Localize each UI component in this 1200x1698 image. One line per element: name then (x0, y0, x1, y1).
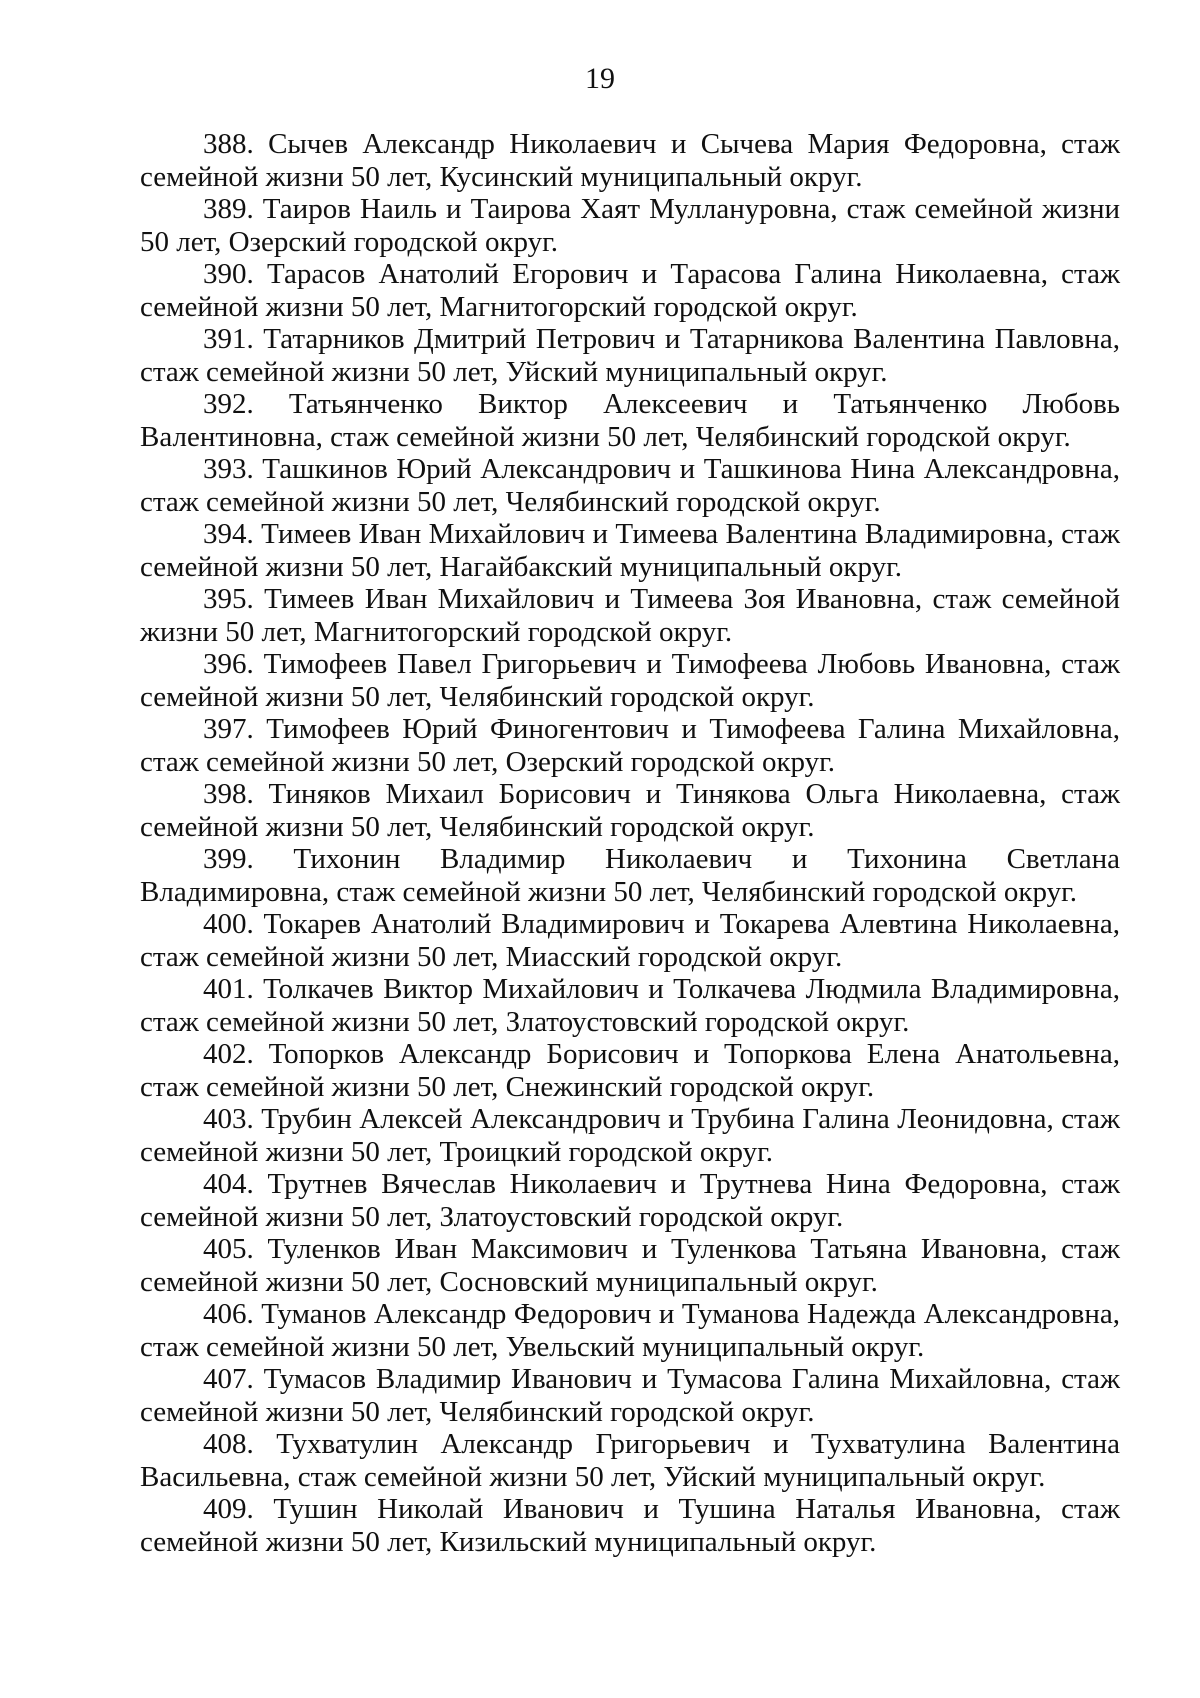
list-item: 396. Тимофеев Павел Григорьевич и Тимофеева Любовь Ивановна, стаж семейной жизни 50 лет, Челябинский городской округ. (140, 648, 1120, 713)
list-item: 402. Топорков Александр Борисович и Топоркова Елена Анатольевна, стаж семейной жизни 50 лет, Снежинский городской округ. (140, 1038, 1120, 1103)
list-item: 388. Сычев Александр Николаевич и Сычева Мария Федоровна, стаж семейной жизни 50 лет, Кусинский муниципальный округ. (140, 128, 1120, 193)
list-item: 390. Тарасов Анатолий Егорович и Тарасова Галина Николаевна, стаж семейной жизни 50 лет, Магнитогорский городской округ. (140, 258, 1120, 323)
list-item: 403. Трубин Алексей Александрович и Трубина Галина Леонидовна, стаж семейной жизни 50 лет, Троицкий городской округ. (140, 1103, 1120, 1168)
list-item: 408. Тухватулин Александр Григорьевич и Тухватулина Валентина Васильевна, стаж семейной жизни 50 лет, Уйский муниципальный округ. (140, 1428, 1120, 1493)
list-item: 392. Татьянченко Виктор Алексеевич и Татьянченко Любовь Валентиновна, стаж семейной жизни 50 лет, Челябинский городской округ. (140, 388, 1120, 453)
list-item: 405. Туленков Иван Максимович и Туленкова Татьяна Ивановна, стаж семейной жизни 50 лет, Сосновский муниципальный округ. (140, 1233, 1120, 1298)
entries-list (140, 128, 1120, 1558)
list-item: 399. Тихонин Владимир Николаевич и Тихонина Светлана Владимировна, стаж семейной жизни 50 лет, Челябинский городской округ. (140, 843, 1120, 908)
list-item: 406. Туманов Александр Федорович и Туманова Надежда Александровна, стаж семейной жизни 50 лет, Увельский муниципальный округ. (140, 1298, 1120, 1363)
list-item: 394. Тимеев Иван Михайлович и Тимеева Валентина Владимировна, стаж семейной жизни 50 лет, Нагайбакский муниципальный округ. (140, 518, 1120, 583)
list-item: 409. Тушин Николай Иванович и Тушина Наталья Ивановна, стаж семейной жизни 50 лет, Кизильский муниципальный округ. (140, 1493, 1120, 1558)
list-item: 404. Трутнев Вячеслав Николаевич и Трутнева Нина Федоровна, стаж семейной жизни 50 лет, Златоустовский городской округ. (140, 1168, 1120, 1233)
page-number: 19 (585, 62, 615, 95)
list-item: 391. Татарников Дмитрий Петрович и Татарникова Валентина Павловна, стаж семейной жизни 50 лет, Уйский муниципальный округ. (140, 323, 1120, 388)
list-item: 393. Ташкинов Юрий Александрович и Ташкинова Нина Александровна, стаж семейной жизни 50 лет, Челябинский городской округ. (140, 453, 1120, 518)
list-item: 401. Толкачев Виктор Михайлович и Толкачева Людмила Владимировна, стаж семейной жизни 50 лет, Златоустовский городской округ. (140, 973, 1120, 1038)
list-item: 397. Тимофеев Юрий Финогентович и Тимофеева Галина Михайловна, стаж семейной жизни 50 лет, Озерский городской округ. (140, 713, 1120, 778)
list-item: 395. Тимеев Иван Михайлович и Тимеева Зоя Ивановна, стаж семейной жизни 50 лет, Магнитогорский городской округ. (140, 583, 1120, 648)
list-item: 389. Таиров Наиль и Таирова Хаят Муллануровна, стаж семейной жизни 50 лет, Озерский городской округ. (140, 193, 1120, 258)
list-item: 400. Токарев Анатолий Владимирович и Токарева Алевтина Николаевна, стаж семейной жизни 50 лет, Миасский городской округ. (140, 908, 1120, 973)
list-item: 407. Тумасов Владимир Иванович и Тумасова Галина Михайловна, стаж семейной жизни 50 лет, Челябинский городской округ. (140, 1363, 1120, 1428)
list-item: 398. Тиняков Михаил Борисович и Тинякова Ольга Николаевна, стаж семейной жизни 50 лет, Челябинский городской округ. (140, 778, 1120, 843)
